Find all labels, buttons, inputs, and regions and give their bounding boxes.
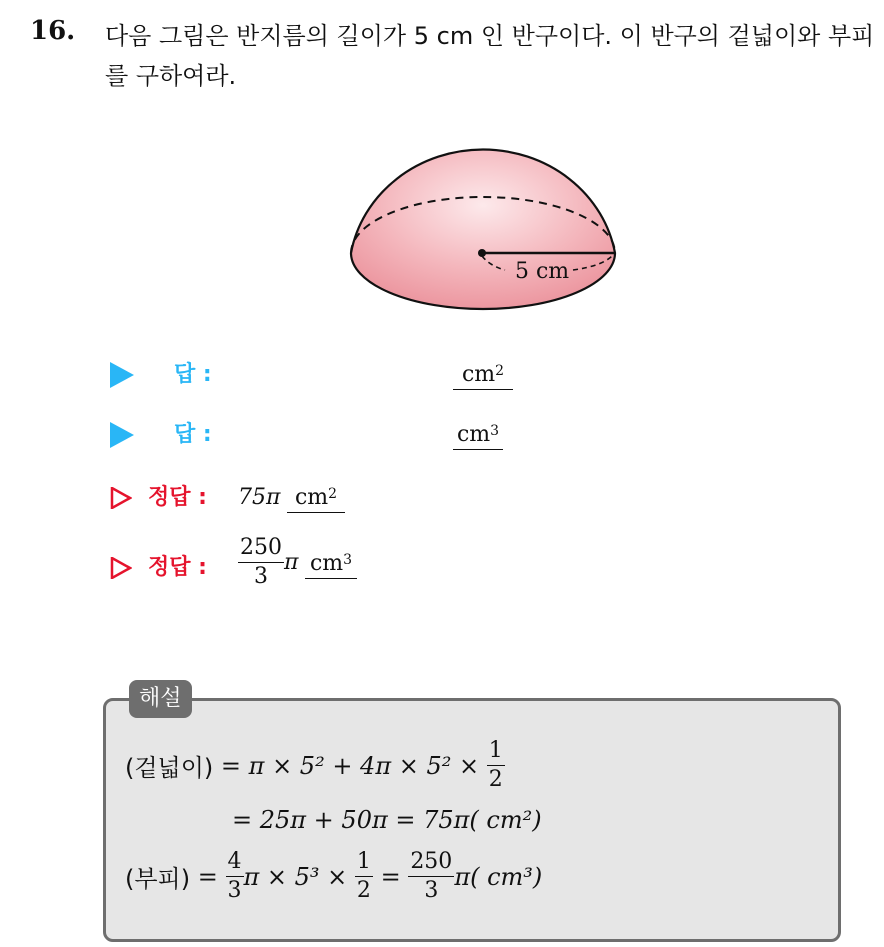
correct-unit: $cm^3$ xyxy=(305,544,357,579)
center-dot xyxy=(478,249,486,257)
unit-text: cm xyxy=(461,362,496,387)
correct-unit: $cm^2$ xyxy=(287,478,345,513)
correct-row-surface xyxy=(110,478,410,518)
question-text: 다음 그림은 반지름의 길이가 5 cm 인 반구이다. 이 반구의 겉넓이와 부피를 구하여라. xyxy=(105,22,875,90)
answer-row-volume xyxy=(110,415,530,455)
hemisphere-shape xyxy=(351,150,615,309)
answer-row-surface xyxy=(110,355,530,395)
answer-input-surface[interactable] xyxy=(453,355,513,390)
correct-label: 정답 : xyxy=(148,555,207,580)
open-triangle-icon xyxy=(110,557,132,579)
open-triangle-icon xyxy=(110,487,132,509)
solution-tag: 해설 xyxy=(129,680,192,718)
solution-line-1: (겉넓이) = π × 5² + 4π × 5² × $\frac{1}{2}$ xyxy=(125,738,503,792)
question-number: 16. xyxy=(30,16,76,46)
unit-power: 3 xyxy=(490,423,500,439)
correct-value: 75π xyxy=(238,485,281,510)
solution-line-3: (부피) = $\frac{4}{3}$ π × 5³ × $\frac{1}{2}$ = $\frac{250}{3}$ π( cm³) xyxy=(125,849,543,903)
solution-line-2: = 25π + 50π = 75π( cm²) xyxy=(232,806,542,834)
answer-label: 답 : xyxy=(174,422,212,447)
unit-power: 2 xyxy=(495,363,505,379)
answer-label: 답 : xyxy=(174,362,212,387)
correct-row-volume xyxy=(110,535,410,596)
play-triangle-icon xyxy=(110,422,134,448)
unit-text: cm xyxy=(456,422,491,447)
play-triangle-icon xyxy=(110,362,134,388)
hemisphere-figure xyxy=(340,110,630,320)
radius-label: 5 cm xyxy=(515,259,570,284)
correct-label: 정답 : xyxy=(148,485,207,510)
correct-value: $\frac{250}{3}$ π xyxy=(240,535,299,589)
answer-input-volume[interactable] xyxy=(453,415,503,450)
